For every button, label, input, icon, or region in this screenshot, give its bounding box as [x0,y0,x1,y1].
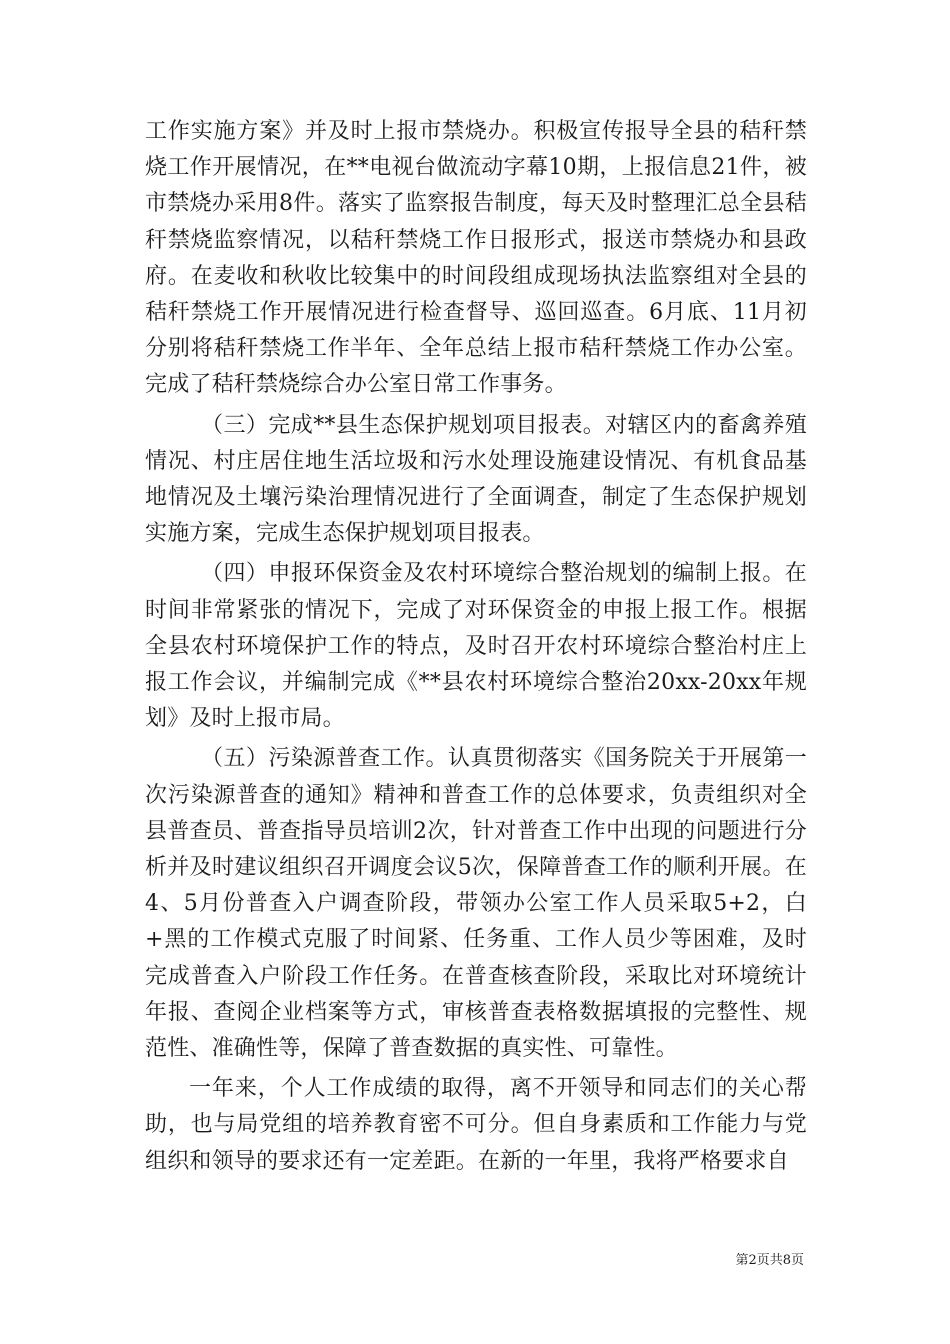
page-number: 第2页共8页 [735,1253,804,1268]
paragraph-5: 一年来，个人工作成绩的取得，离不开领导和同志们的关心帮助，也与局党组的培养教育密不可分。但自身素质和工作能力与党组织和领导的要求还有一定差距。在新的一年里，我将严格要求自 [145,1076,807,1174]
paragraph-3: （四）申报环保资金及农村环境综合整治规划的编制上报。在时间非常紧张的情况下，完成了对环保资金的申报上报工作。根据全县农村环境保护工作的特点，及时召开农村环境综合整治村庄上报工作会议，并编制完成《**县农村环境综合整治20xx-20xx年规划》及时上报市局。 [145,561,807,732]
paragraph-2: （三）完成**县生态保护规划项目报表。对辖区内的畜禽养殖情况、村庄居住地生活垃圾和污水处理设施建设情况、有机食品基地情况及土壤污染治理情况进行了全面调查，制定了生态保护规划实施方案，完成生态保护规划项目报表。 [145,412,807,547]
document-body [145,114,807,1180]
paragraph-1: 工作实施方案》并及时上报市禁烧办。积极宣传报导全县的秸秆禁烧工作开展情况，在**电视台做流动字幕10期，上报信息21件，被市禁烧办采用8件。落实了监察报告制度，每天及时整理汇总全县秸秆禁烧监察情况，以秸秆禁烧工作日报形式，报送市禁烧办和县政府。在麦收和秋收比较集中的时间段组成现场执法监察组对全县的秸秆禁烧工作开展情况进行检查督导、巡回巡查。6月底、11月初分别将秸秆禁烧工作半年、全年总结上报市秸秆禁烧工作办公室。完成了秸秆禁烧综合办公室日常工作事务。 [145,119,807,398]
paragraph-4: （五）污染源普查工作。认真贯彻落实《国务院关于开展第一次污染源普查的通知》精神和普查工作的总体要求，负责组织对全县普查员、普查指导员培训2次，针对普查工作中出现的问题进行分析并及时建议组织召开调度会议5次，保障普查工作的顺利开展。在4、5月份普查入户调查阶段，带领办公室工作人员采取5+2，白+黑的工作模式克服了时间紧、任务重、工作人员少等困难，及时完成普查入户阶段工作任务。在普查核查阶段，采取比对环境统计年报、查阅企业档案等方式，审核普查表格数据填报的完整性、规范性、准确性等，保障了普查数据的真实性、可靠性。 [145,746,807,1062]
